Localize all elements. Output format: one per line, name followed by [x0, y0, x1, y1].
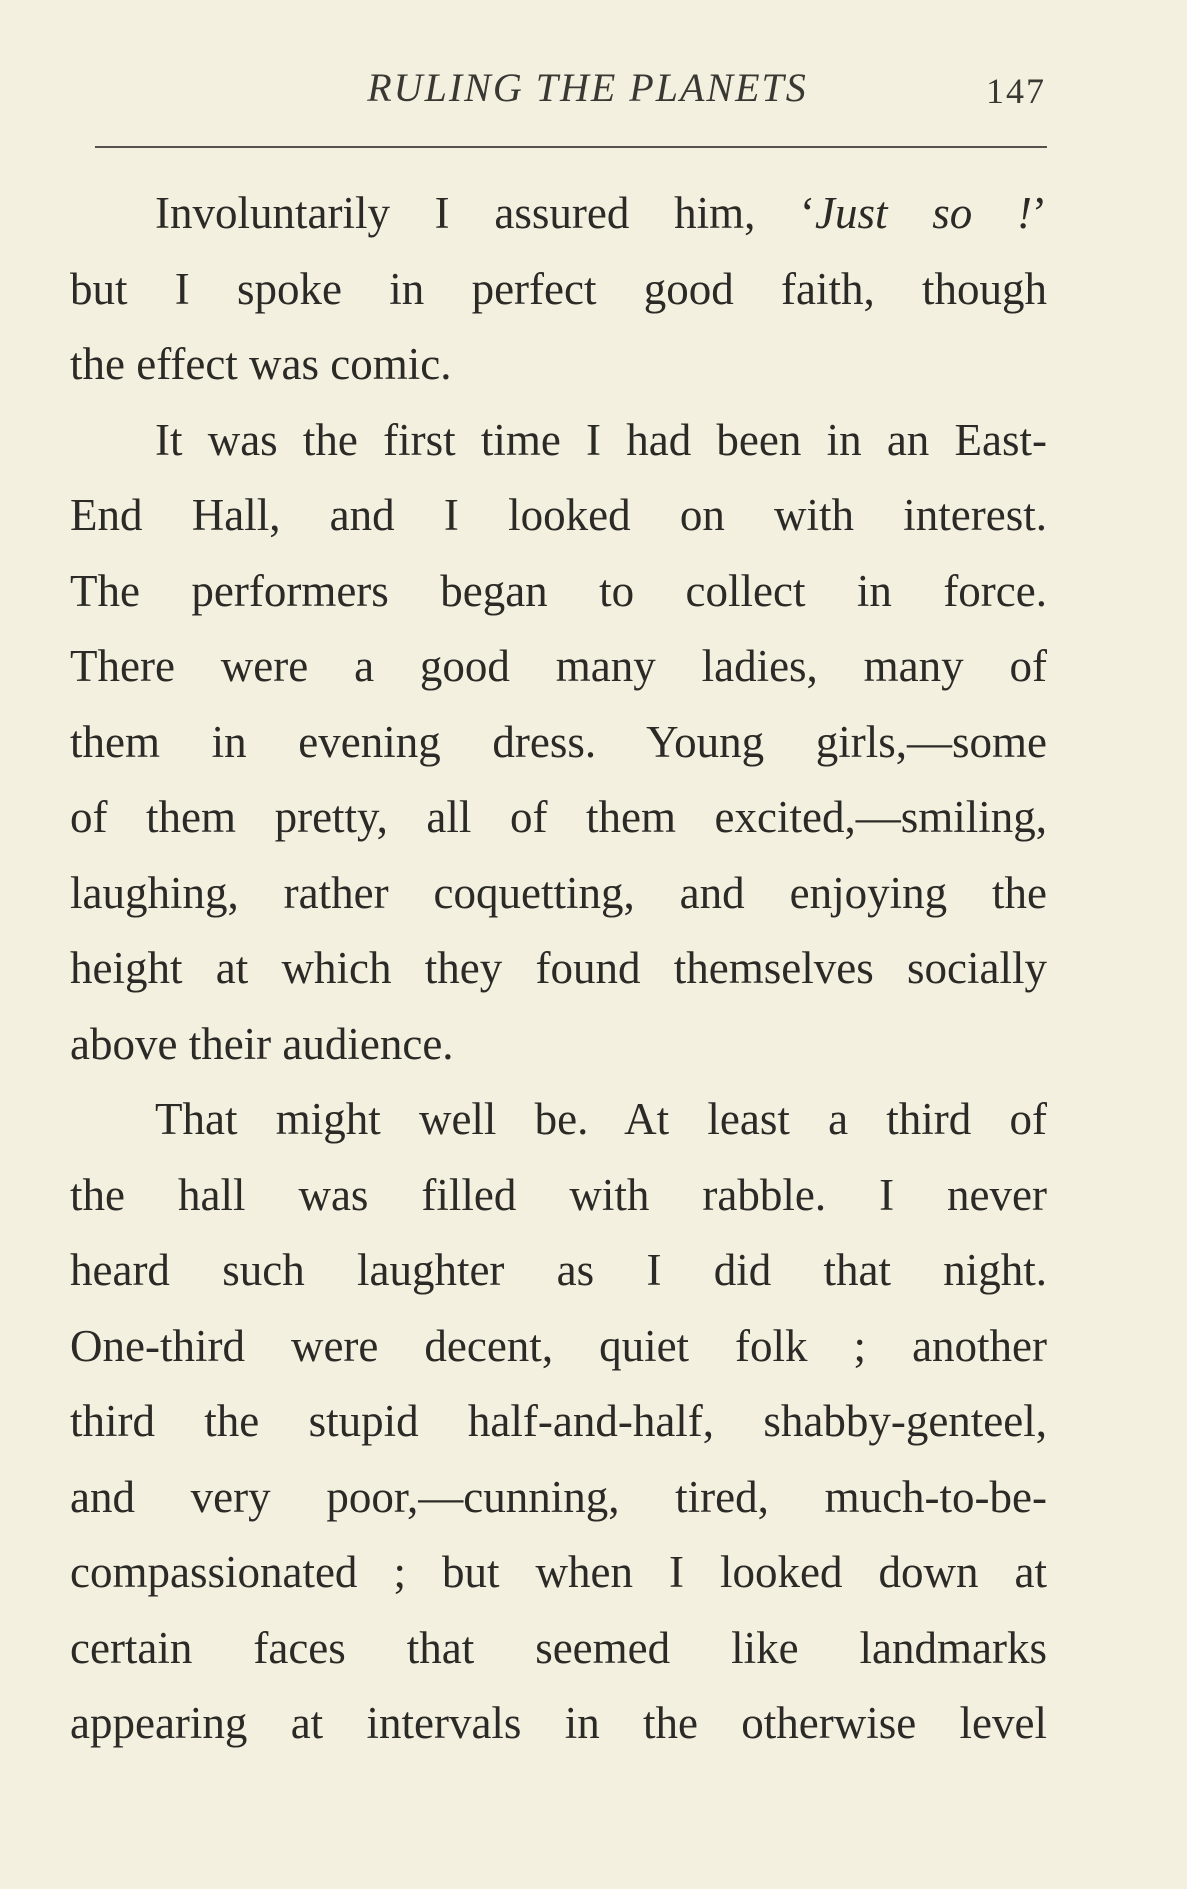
- text-line: That might well be. At least a third of: [155, 1094, 1047, 1144]
- text-line: height at which they found themselves socially: [70, 943, 1047, 993]
- text-line: compassionated ; but when I looked down at: [70, 1547, 1047, 1597]
- running-title: RULING THE PLANETS: [367, 65, 808, 110]
- text-line: and very poor,—cunning, tired, much-to-be-: [70, 1471, 1047, 1522]
- running-head: [95, 62, 1050, 122]
- text-line: above their audience.: [70, 1018, 454, 1069]
- text-line: [70, 176, 1047, 252]
- text-line: The performers began to collect in force.: [70, 565, 1047, 616]
- italic-quote: Just so !: [815, 188, 1032, 238]
- text-line: heard such laughter as I did that night.: [70, 1245, 1047, 1295]
- text-line: certain faces that seemed like landmarks: [70, 1622, 1047, 1673]
- text-line: of them pretty, all of them excited,—smiling,: [70, 792, 1047, 842]
- text-line: One-third were decent, quiet folk ; another: [70, 1320, 1047, 1371]
- text-line: third the stupid half-and-half, shabby-genteel,: [70, 1396, 1047, 1446]
- text-line: There were a good many ladies, many of: [70, 641, 1047, 691]
- text-line: them in evening dress. Young girls,—some: [70, 716, 1047, 767]
- page-number: 147: [986, 71, 1046, 111]
- text-line: appearing at intervals in the otherwise level: [70, 1698, 1047, 1748]
- text-fragment: Involuntarily I assured him, ‘: [155, 188, 816, 238]
- text-fragment: ’: [1032, 188, 1047, 238]
- text-line: It was the first time I had been in an East-: [155, 414, 1047, 465]
- text-line: but I spoke in perfect good faith, though: [70, 263, 1047, 314]
- text-line: the hall was filled with rabble. I never: [70, 1169, 1047, 1220]
- text-line: End Hall, and I looked on with interest.: [70, 490, 1047, 540]
- body-text: [70, 176, 1047, 1762]
- text-line: laughing, rather coquetting, and enjoying the: [70, 867, 1047, 918]
- text-line: the effect was comic.: [70, 339, 452, 389]
- header-rule: [95, 146, 1047, 148]
